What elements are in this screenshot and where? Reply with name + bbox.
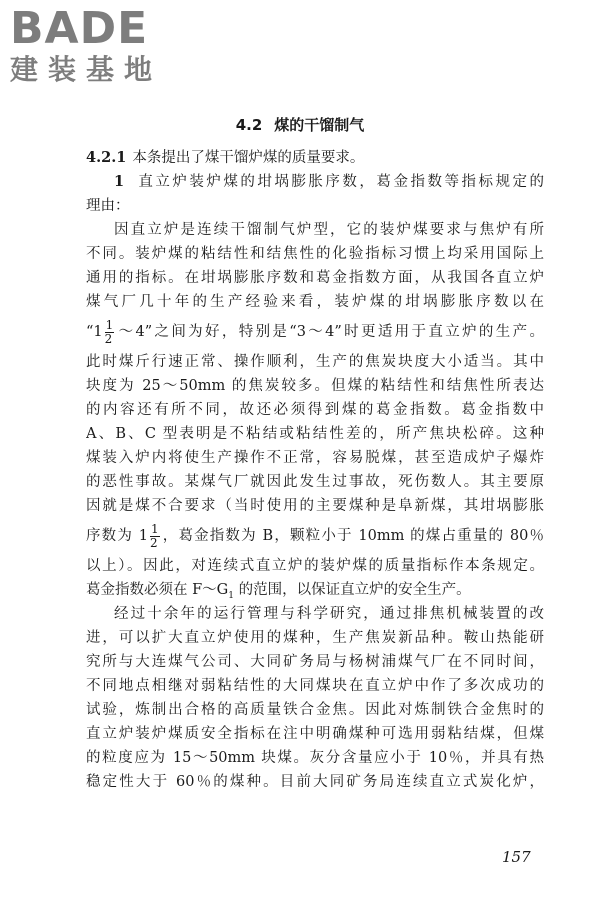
page-number: 157 — [502, 848, 531, 866]
fraction-denominator: 2 — [104, 331, 113, 346]
clause-text: 本条提出了煤干馏炉煤的质量要求。 — [132, 150, 365, 166]
para1-line: 通用的指标。在坩埚膨胀序数和葛金指数方面，从我国各直立炉 — [86, 270, 544, 286]
clause-number: 4.2.1 — [86, 149, 127, 166]
clause-line — [86, 146, 544, 170]
para2-line: 不同地点相继对弱粘结性的大同煤块在直立炉中作了多次成功的 — [86, 678, 544, 694]
para1-line: 以上）。因此，对连续式直立炉的装炉煤的质量指标作本条规定。 — [86, 558, 544, 574]
range-suffix: 的范围，以保证直立炉的安全生产。 — [234, 582, 471, 598]
item-line — [86, 170, 544, 194]
para2-line: 进，可以扩大直立炉使用的煤种，生产焦炭新品种。鞍山热能研 — [86, 630, 544, 646]
range-subscript: 1 — [228, 590, 234, 601]
section-title — [0, 114, 600, 135]
para1-line: 因直立炉是连续干馏制气炉型，它的装炉煤要求与焦炉有所 — [114, 222, 544, 238]
para1-line: 的内容还有所不同，故还必须得到煤的葛金指数。葛金指数中 — [86, 402, 544, 418]
fraction-one-half — [150, 523, 160, 550]
para1-line: 煤装入炉内将使生产操作不正常，容易脱煤，甚至造成炉子爆炸 — [86, 450, 544, 466]
fraction-prefix: “1 — [86, 324, 103, 340]
para1-line-fraction — [86, 314, 544, 350]
para2-line: 的粒度应为 15～50mm 块煤。灰分含量应小于 10％，并具有热 — [86, 750, 544, 766]
fraction-suffix: ，葛金指数为 B，颗粒小于 10mm 的煤占重量的 80％ — [161, 528, 544, 544]
para2-line: 经过十余年的运行管理与科学研究，通过排焦机械装置的改 — [114, 606, 544, 622]
logo-brand: BADE — [10, 3, 149, 54]
fraction-numerator: 1 — [150, 521, 159, 536]
item-number: 1 — [114, 173, 125, 190]
para1-line: 此时煤斤行速正常、操作顺利，生产的焦炭块度大小适当。其中 — [86, 354, 544, 370]
para1-line: A、B、C 型表明是不粘结或粘结性差的，所产焦块松碎。这种 — [86, 426, 544, 442]
item-text: 直立炉装炉煤的坩埚膨胀序数，葛金指数等指标规定的 — [138, 174, 544, 190]
fraction-prefix: 序数为 1 — [86, 528, 148, 544]
para1-line-last — [86, 578, 544, 602]
para1-line: 不同。装炉煤的粘结性和结焦性的化验指标习惯上均采用国际上 — [86, 246, 544, 262]
fraction-numerator: 1 — [105, 317, 114, 332]
bade-logo — [10, 3, 180, 88]
para1-line: 因就是煤不合要求（当时使用的主要煤种是阜新煤，其坩埚膨胀 — [86, 498, 544, 514]
section-number: 4.2 — [235, 116, 263, 134]
fraction-denominator: 2 — [149, 535, 158, 550]
fraction-suffix: ～4”之间为好，特别是“3～4”时更适用于直立炉的生产。 — [116, 324, 544, 340]
fraction-one-half — [105, 319, 115, 346]
section-heading: 煤的干馏制气 — [274, 116, 365, 134]
para1-line: 煤气厂几十年的生产经验来看，装炉煤的坩埚膨胀序数以在 — [86, 294, 544, 310]
para2-line: 试验，炼制出合格的高质量铁合金焦。因此对炼制铁合金焦时的 — [86, 702, 544, 718]
range-prefix: 葛金指数必须在 F～G — [86, 582, 229, 598]
item-line-2: 理由： — [86, 198, 130, 214]
para1-line-fraction — [86, 518, 544, 554]
para1-line: 块度为 25～50mm 的焦炭较多。但煤的粘结性和结焦性所表达 — [86, 378, 544, 394]
body-text — [86, 146, 544, 794]
para1-line: 的恶性事故。某煤气厂就因此发生过事故，死伤数人。其主要原 — [86, 474, 544, 490]
para2-line: 直立炉装炉煤质安全指标在注中明确煤种可选用弱粘结煤，但煤 — [86, 726, 544, 742]
para2-line: 稳定性大于 60％的煤种。目前大同矿务局连续直立式炭化炉， — [86, 774, 544, 790]
para2-line: 究所与大连煤气公司、大同矿务局与杨树浦煤气厂在不同时间， — [86, 654, 544, 670]
logo-subtitle: 建装基地 — [10, 53, 163, 86]
